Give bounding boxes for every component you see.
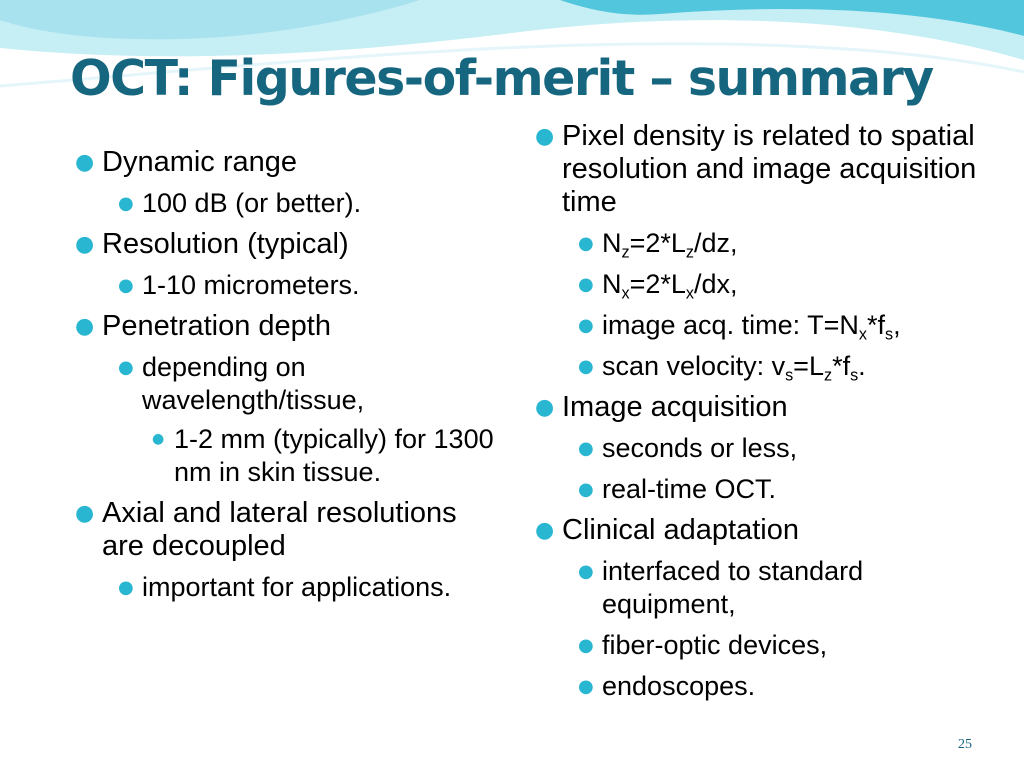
bullet-icon: ● bbox=[118, 193, 134, 214]
list-item bbox=[532, 227, 1002, 260]
list-item bbox=[532, 432, 1002, 465]
list-item bbox=[72, 497, 502, 563]
left-column bbox=[72, 146, 502, 604]
item-text: Image acquisition bbox=[562, 391, 788, 423]
list-item bbox=[72, 423, 502, 489]
item-text: real-time OCT. bbox=[602, 474, 777, 504]
bullet-icon: ● bbox=[75, 232, 95, 257]
item-text: interfaced to standard equipment, bbox=[602, 556, 864, 619]
bullet-icon: ● bbox=[535, 395, 555, 420]
list-item bbox=[72, 310, 502, 343]
bullet-icon: ● bbox=[75, 150, 95, 175]
bullet-icon: ● bbox=[535, 124, 555, 149]
right-column bbox=[532, 120, 1002, 703]
bullet-icon: ● bbox=[578, 438, 594, 459]
bullet-icon: ● bbox=[578, 676, 594, 697]
bullet-icon: ● bbox=[75, 314, 95, 339]
formula-nz: $N_z=2*L_z/dz$, bbox=[602, 228, 738, 262]
slide-number: 25 bbox=[958, 737, 972, 752]
item-text: Clinical adaptation bbox=[562, 514, 799, 546]
list-item bbox=[72, 571, 502, 604]
bullet-icon: ● bbox=[578, 233, 594, 254]
bullet-icon: ● bbox=[578, 479, 594, 500]
bullet-icon: ● bbox=[118, 357, 134, 378]
list-item bbox=[72, 187, 502, 220]
item-text: 100 dB (or better). bbox=[142, 188, 362, 218]
item-text: important for applications. bbox=[142, 572, 452, 602]
list-item bbox=[532, 309, 1002, 342]
list-item bbox=[532, 473, 1002, 506]
item-text: Penetration depth bbox=[102, 310, 331, 342]
list-item bbox=[532, 555, 1002, 621]
bullet-icon: ● bbox=[535, 518, 555, 543]
list-item bbox=[532, 514, 1002, 547]
list-item bbox=[532, 629, 1002, 662]
bullet-icon: ● bbox=[578, 356, 594, 377]
list-item bbox=[72, 228, 502, 261]
slide-title: OCT: Figures-of-merit – summary bbox=[70, 50, 933, 107]
list-item bbox=[72, 351, 502, 417]
list-item bbox=[532, 670, 1002, 703]
list-item bbox=[72, 269, 502, 302]
item-text: Dynamic range bbox=[102, 146, 298, 178]
list-item bbox=[532, 268, 1002, 301]
item-text: fiber-optic devices, bbox=[602, 630, 828, 660]
bullet-icon: ● bbox=[118, 577, 134, 598]
list-item bbox=[532, 120, 1002, 219]
bullet-icon: ● bbox=[578, 635, 594, 656]
bullet-icon: ● bbox=[578, 274, 594, 295]
bullet-icon: ● bbox=[578, 315, 594, 336]
item-text: Pixel density is related to spatial resolution and image acquisition time bbox=[562, 120, 977, 218]
item-text: Resolution (typical) bbox=[102, 228, 349, 260]
item-text: 1-2 mm (typically) for 1300 nm in skin tissue. bbox=[174, 424, 494, 487]
bullet-icon: ● bbox=[75, 501, 95, 526]
item-text: seconds or less, bbox=[602, 433, 798, 463]
formula-scan-velocity: scan velocity: $v_s=L_z*f_s$. bbox=[602, 351, 866, 385]
item-text: endoscopes. bbox=[602, 671, 756, 701]
item-text: depending on wavelength/tissue, bbox=[142, 352, 365, 415]
formula-acq-time: image acq. time: $T=N_x*f_s$, bbox=[602, 310, 901, 344]
bullet-icon: ● bbox=[118, 275, 134, 296]
formula-nx: $N_x=2*L_x/dx$, bbox=[602, 269, 738, 303]
list-item bbox=[72, 146, 502, 179]
bullet-icon: ● bbox=[152, 431, 165, 447]
list-item bbox=[532, 391, 1002, 424]
item-text: Axial and lateral resolutions are decoupled bbox=[102, 497, 457, 562]
list-item bbox=[532, 350, 1002, 383]
item-text: 1-10 micrometers. bbox=[142, 270, 360, 300]
bullet-icon: ● bbox=[578, 561, 594, 582]
